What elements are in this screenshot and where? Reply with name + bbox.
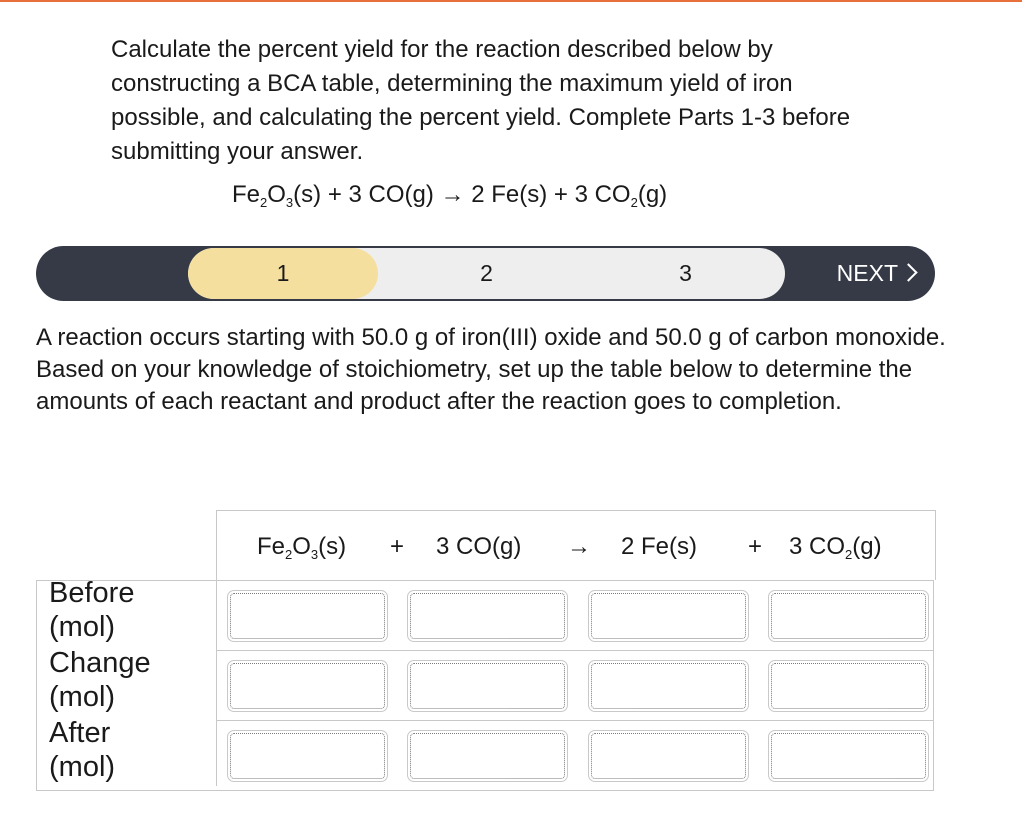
subscript: 2 (845, 547, 853, 562)
part-stepper (36, 246, 935, 301)
next-button[interactable] (837, 246, 915, 301)
top-accent-rule (0, 0, 1022, 2)
subscript: 2 (630, 195, 638, 210)
row-label-unit: (mol) (49, 681, 116, 713)
bca-table (36, 510, 936, 793)
subscript: 3 (310, 547, 319, 562)
before-co2-input[interactable] (771, 593, 926, 639)
state-label: (s) (293, 181, 322, 208)
before-co-input[interactable] (410, 593, 565, 639)
fe2o3-formula: Fe (232, 181, 261, 208)
subscript: 2 (285, 547, 293, 562)
change-co2-input[interactable] (771, 663, 926, 709)
after-co2-input[interactable] (771, 733, 926, 779)
plus-sign: + (327, 181, 342, 208)
after-row (37, 717, 933, 791)
before-label (37, 576, 217, 646)
formula-part: 3 CO (789, 533, 846, 560)
state-label: (g) (852, 533, 882, 560)
before-fe-input[interactable] (591, 593, 746, 639)
steps-track (188, 248, 785, 299)
plus-sign: + (553, 181, 568, 208)
after-co-input[interactable] (410, 733, 565, 779)
state-label: (s) (318, 533, 347, 560)
change-row (37, 647, 933, 721)
header-arrow: → (567, 533, 591, 560)
row-label-line: After (49, 717, 111, 749)
formula-part: O (292, 533, 311, 560)
header-fe2o3 (257, 533, 346, 562)
after-fe-input[interactable] (591, 733, 746, 779)
step-3-tab[interactable]: 3 (679, 260, 692, 286)
change-co-input[interactable] (410, 663, 565, 709)
header-fe: 2 Fe(s) (621, 533, 698, 560)
bca-grid (36, 577, 934, 791)
formula-part: O (267, 181, 286, 208)
before-row (37, 577, 933, 651)
next-label: NEXT (836, 260, 898, 286)
header-co: 3 CO(g) (436, 533, 522, 560)
question-prompt: Calculate the percent yield for the reaction described below by constructing a BCA table, determining the maximum yield of iron possible, and calculating the percent yield. Complete Parts 1-3 before submitting your answer. (111, 36, 851, 165)
after-label (37, 716, 217, 786)
formula-part: Fe (257, 533, 286, 560)
after-fe2o3-input[interactable] (230, 733, 385, 779)
row-label-line: Before (49, 577, 135, 609)
subscript: 2 (260, 195, 268, 210)
reaction-equation (232, 181, 667, 210)
co-term: 3 CO(g) (348, 181, 434, 208)
state-label: (g) (637, 181, 668, 208)
table-header (216, 510, 936, 580)
co2-formula: 3 CO (574, 181, 631, 208)
header-plus: + (390, 533, 405, 560)
chevron-right-icon (899, 263, 917, 281)
change-label (37, 646, 217, 716)
step-2-tab[interactable]: 2 (480, 260, 493, 286)
subscript: 3 (285, 195, 294, 210)
step-1-tab[interactable]: 1 (188, 248, 378, 299)
row-label-unit: (mol) (49, 751, 116, 783)
row-label-line: Change (49, 647, 151, 679)
header-co2 (789, 533, 882, 562)
fe-term: 2 Fe(s) (471, 181, 548, 208)
before-fe2o3-input[interactable] (230, 593, 385, 639)
change-fe2o3-input[interactable] (230, 663, 385, 709)
reaction-arrow: → (440, 181, 465, 208)
change-fe-input[interactable] (591, 663, 746, 709)
header-plus: + (748, 533, 763, 560)
instructions-text: A reaction occurs starting with 50.0 g of iron(III) oxide and 50.0 g of carbon monoxide. Based on your knowledge of stoichiometry, set up the table below to determine the amounts of each reactant and product after the reaction goes to completion. (36, 324, 946, 415)
row-label-unit: (mol) (49, 611, 116, 643)
